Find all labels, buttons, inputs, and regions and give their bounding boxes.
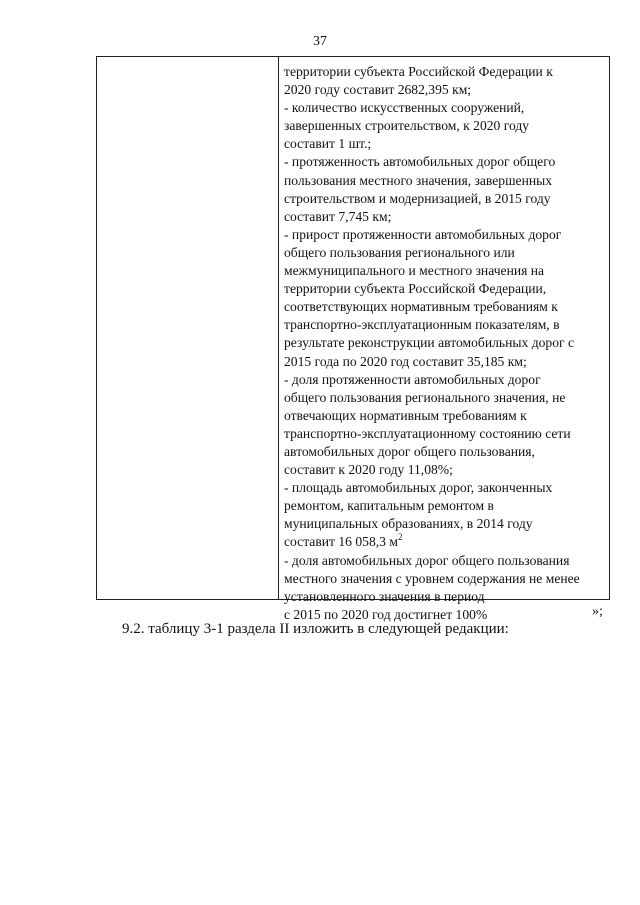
- table-text-line: ремонтом, капитальным ремонтом в: [284, 498, 494, 514]
- table-text-line: составит 7,745 км;: [284, 208, 392, 224]
- table-text-line: завершенных строительством, к 2020 году: [284, 118, 530, 134]
- table-text-line: составит к 2020 году 11,08%;: [284, 462, 453, 478]
- table-text-line: муниципальных образованиях, в 2014 году: [284, 516, 533, 532]
- table-text-line: транспортно-эксплуатационным показателям, в: [284, 317, 560, 333]
- table-text-line: результате реконструкции автомобильных дорог с: [284, 335, 575, 351]
- table-text-line: территории субъекта Российской Федерации к: [284, 64, 553, 79]
- table-text-line: отвечающих нормативным требованиям к: [284, 407, 527, 423]
- table-right-cell: [279, 57, 609, 622]
- area-value-text: составит 16 058,3 м: [284, 534, 398, 550]
- table-text-line: автомобильных дорог общего пользования,: [284, 443, 535, 459]
- table-text-line: соответствующих нормативным требованиям к: [284, 299, 558, 315]
- table-text-line: общего пользования регионального или: [284, 244, 515, 260]
- table-text-line: - количество искусственных сооружений,: [284, 100, 525, 116]
- table-text-line: местного значения с уровнем содержания не менее: [284, 570, 580, 586]
- table-text-line-area: [284, 533, 607, 551]
- table-left-cell: [97, 57, 279, 599]
- table-text-line: межмуниципального и местного значения на: [284, 263, 545, 279]
- table-text-line: пользования местного значения, завершенных: [284, 172, 553, 188]
- document-table: [96, 56, 610, 622]
- table-text-line: установленного значения в период: [284, 588, 485, 604]
- table-text-line: - прирост протяженности автомобильных дорог: [284, 226, 562, 242]
- table-text-line: с 2015 по 2020 год достигнет 100%: [284, 606, 488, 622]
- table-text-line: 2015 года по 2020 год составит 35,185 км;: [284, 353, 527, 369]
- body-paragraph: 9.2. таблицу 3-1 раздела II изложить в следующей редакции:: [122, 621, 509, 637]
- table-text-line: составит 1 шт.;: [284, 136, 372, 152]
- table-text-line: 2020 году составит 2682,395 км;: [284, 82, 472, 98]
- superscript-square: 2: [397, 531, 403, 542]
- table-text-line: - протяженность автомобильных дорог общего: [284, 154, 556, 170]
- closing-quote: »;: [592, 604, 603, 619]
- table-text-line: - площадь автомобильных дорог, законченных: [284, 480, 553, 496]
- table-text-line: транспортно-эксплуатационному состоянию сети: [284, 425, 571, 441]
- table-text-line: - доля автомобильных дорог общего пользования: [284, 552, 570, 568]
- table-text-line: - доля протяженности автомобильных дорог: [284, 371, 541, 387]
- table-text-line: строительством и модернизацией, в 2015 году: [284, 190, 551, 206]
- table-text-line: территории субъекта Российской Федерации,: [284, 281, 547, 297]
- table-text-line: общего пользования регионального значения, не: [284, 389, 566, 405]
- page-number: 37: [313, 34, 327, 49]
